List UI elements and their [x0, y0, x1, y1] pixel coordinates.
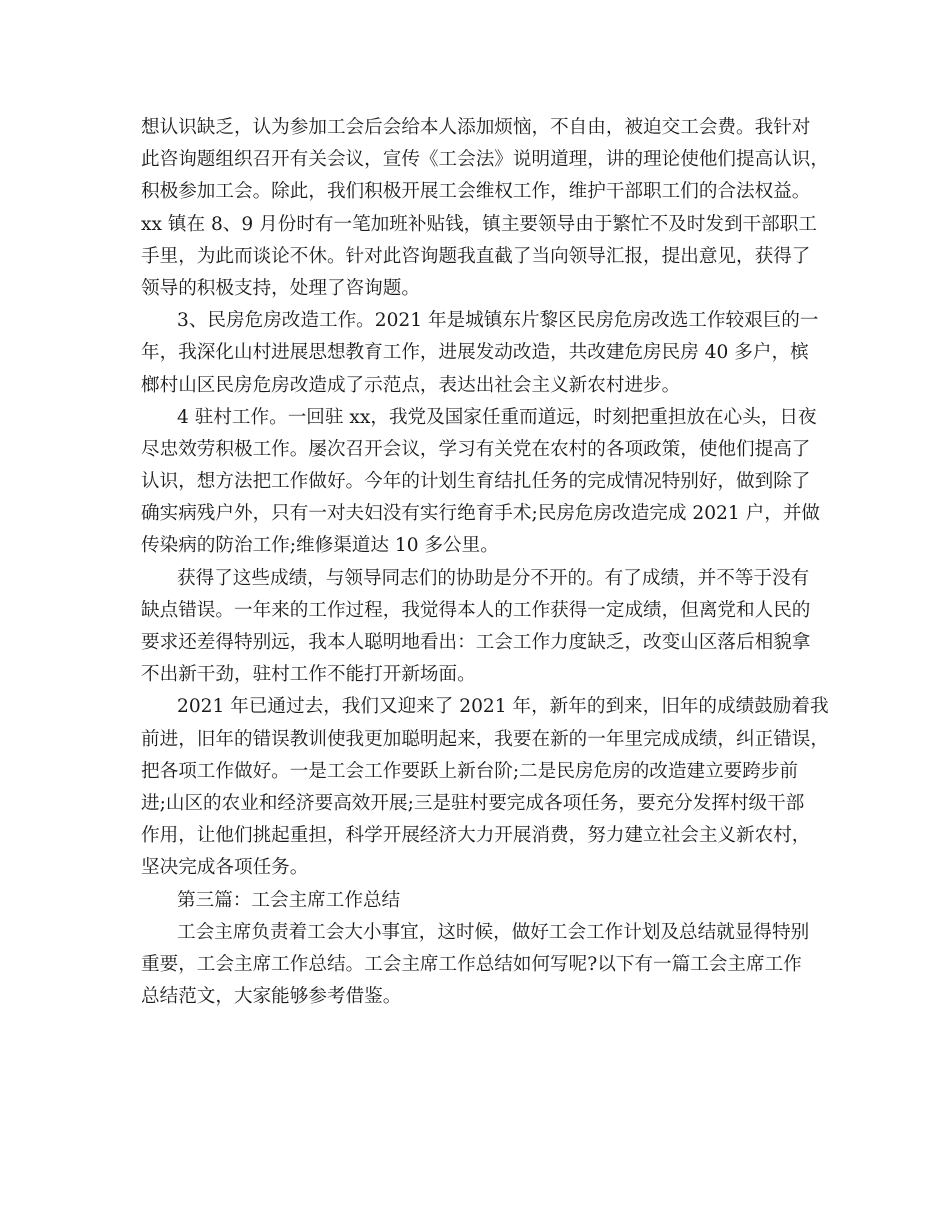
text-line: 确实病残户外，只有一对夫妇没有实行绝育手术;民房危房改造完成 2021 户，并做: [141, 503, 821, 525]
text-line: 重要，工会主席工作总结。工会主席工作总结如何写呢?以下有一篇工会主席工作: [141, 953, 802, 975]
text-line: 领导的积极支持，处理了咨询题。: [141, 277, 420, 299]
text-line: 传染病的防治工作;维修渠道达 10 多公里。: [141, 535, 499, 557]
section-heading: 第三篇：工会主席工作总结: [177, 889, 401, 911]
text-line: 榔村山区民房危房改造成了示范点，表达出社会主义新农村进步。: [141, 374, 681, 396]
text-line: 缺点错误。一年来的工作过程，我觉得本人的工作获得一定成绩，但离党和人民的: [141, 599, 811, 621]
text-line: 积极参加工会。除此，我们积极开展工会维权工作，维护干部职工们的合法权益。: [141, 181, 811, 203]
text-line: 尽忠效劳积极工作。屡次召开会议，学习有关党在农村的各项政策，使他们提高了: [141, 438, 811, 460]
text-line: 总结范文，大家能够参考借鉴。: [141, 986, 402, 1008]
text-line: 作用，让他们挑起重担，科学开展经济大力开展消费，努力建立社会主义新农村，: [141, 825, 811, 847]
text-line: 年，我深化山村进展思想教育工作，进展发动改造，共改建危房民房 40 多户，槟: [141, 342, 809, 364]
text-line: 坚决完成各项任务。: [141, 857, 309, 879]
text-line: 把各项工作做好。一是工会工作要跃上新台阶;二是民房危房的改造建立要跨步前: [141, 760, 799, 782]
text-line: xx 镇在 8、9 月份时有一笔加班补贴钱，镇主要领导由于繁忙不及时发到干部职工: [141, 213, 817, 235]
text-line: 2021 年已通过去，我们又迎来了 2021 年，新年的到来，旧年的成绩鼓励着我: [177, 696, 829, 718]
text-line: 工会主席负责着工会大小事宜，这时候，做好工会工作计划及总结就显得特别: [177, 921, 810, 943]
text-line: 进;山区的农业和经济要高效开展;三是驻村要完成各项任务，要充分发挥村级干部: [141, 792, 805, 814]
text-line: 想认识缺乏，认为参加工会后会给本人添加烦恼，不自由，被迫交工会费。我针对: [141, 117, 811, 138]
text-line: 手里，为此而谈论不休。针对此咨询题我直截了当向领导汇报，提出意见，获得了: [141, 245, 811, 267]
text-line: 前进，旧年的错误教训使我更加聪明起来，我要在新的一年里完成成绩，纠正错误，: [141, 728, 829, 750]
text-line: 4 驻村工作。一回驻 xx，我党及国家任重而道远，时刻把重担放在心头，日夜: [177, 406, 817, 428]
text-line: 不出新干劲，驻村工作不能打开新场面。: [141, 664, 476, 686]
text-line: 获得了这些成绩，与领导同志们的协助是分不开的。有了成绩，并不等于没有: [177, 567, 810, 589]
document-body: [141, 112, 829, 1013]
text-line: 此咨询题组织召开有关会议，宣传《工会法》说明道理，讲的理论使他们提高认识，: [141, 149, 829, 171]
text-line: 认识，想方法把工作做好。今年的计划生育结扎任务的完成情况特别好，做到除了: [141, 471, 811, 493]
text-line: 要求还差得特别远，我本人聪明地看出：工会工作力度缺乏，改变山区落后相貌拿: [141, 632, 811, 653]
text-line: 3、民房危房改造工作。2021 年是城镇东片黎区民房危房改选工作较艰巨的一: [177, 310, 819, 332]
